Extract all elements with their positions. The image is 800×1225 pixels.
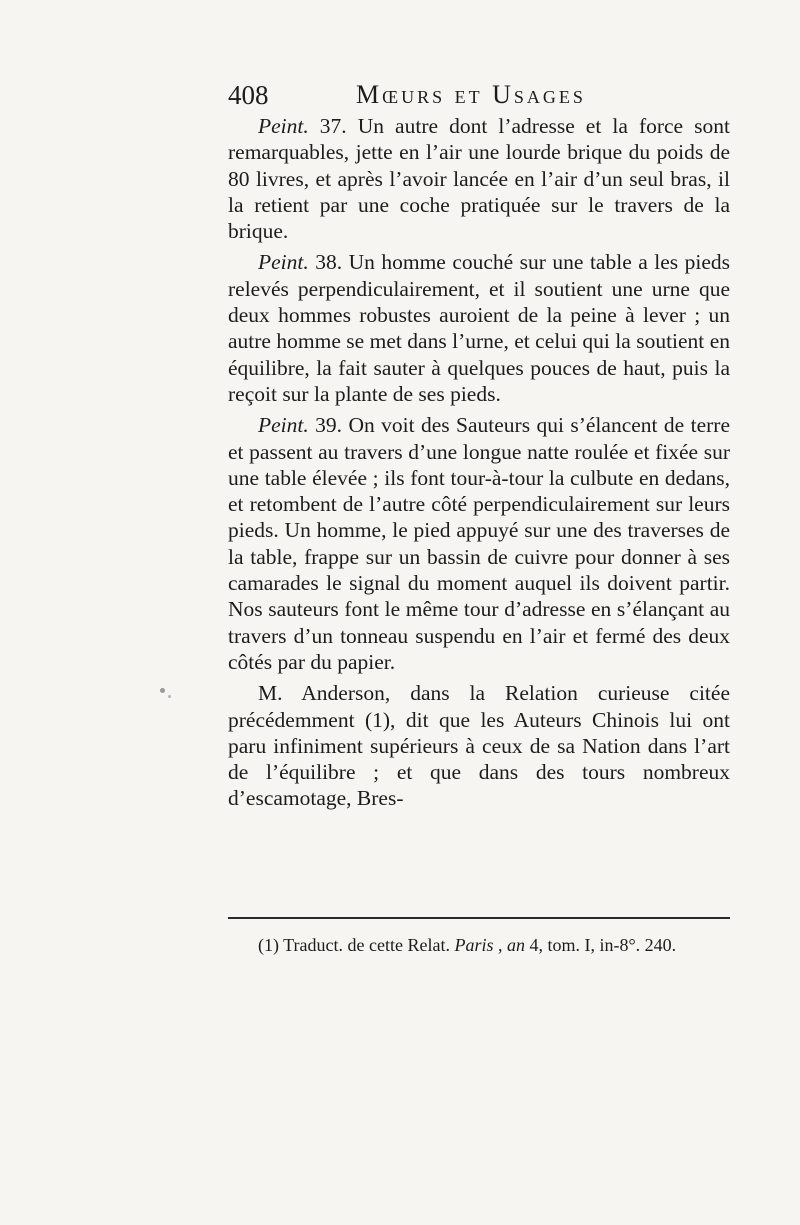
page-header xyxy=(228,80,730,116)
paragraph-plate-39 xyxy=(228,412,730,675)
plate-label: Peint. xyxy=(258,413,309,438)
paragraph-text: M. Anderson, dans la Relation curieuse citée précédemment (1), dit que les Auteurs Chinois lui ont paru infiniment supérieurs à ceux de sa Nation dans l’art de l’équilibre ; et que dans des tours nombreux d’escamotage, Bres- xyxy=(228,681,730,811)
ink-speck xyxy=(160,688,165,693)
paragraph-text: 38. Un homme couché sur une table a les pieds relevés perpendiculairement, et il soutient une urne que deux hommes robustes auroient de la peine à lever ; un autre homme se met dans l’urne, et celui qui la soutient en équilibre, la fait sauter à quelques pouces de haut, puis la reçoit sur la plante de ses pieds. xyxy=(228,250,730,406)
paragraph-text: 39. On voit des Sauteurs qui s’élancent de terre et passent au travers d’une longue natte roulée et fixée sur une table élevée ; ils font tour-à-tour la culbute en dedans, et retombent de l’autre côté perpendiculairement sur leurs pieds. Un homme, le pied appuyé sur une des traverses de la table, frappe sur un bassin de cuivre pour donner à ses camarades le signal du moment auquel ils doivent partir. Nos sauteurs font le même tour d’adresse en s’élançant au travers d’un tonneau suspendu en l’air et fermé des deux côtés par du papier. xyxy=(228,413,730,674)
footnote-rule xyxy=(228,917,730,919)
footnote-text: (1) Traduct. de cette Relat. xyxy=(258,935,455,955)
plate-label: Peint. xyxy=(258,250,309,275)
paragraph-plate-37 xyxy=(228,113,730,244)
paragraph-anderson xyxy=(228,680,730,811)
paragraph-plate-38 xyxy=(228,249,730,407)
footnote-text-end: 4, tom. I, in-8°. 240. xyxy=(524,935,677,955)
running-head: Mœurs et Usages xyxy=(356,80,586,109)
footnote-italic-text: Paris , an xyxy=(454,935,525,955)
plate-label: Peint. xyxy=(258,114,309,138)
page-number: 408 xyxy=(228,80,269,110)
footnote xyxy=(228,933,730,958)
body-text xyxy=(228,113,730,812)
ink-speck xyxy=(168,695,171,698)
paragraph-text: 37. Un autre dont l’adresse et la force sont remarquables, jette en l’air une lourde brique du poids de 80 livres, et après l’avoir lancée en l’air d’un seul bras, il la retient par une coche pratiquée sur le travers de la brique. xyxy=(228,114,730,244)
